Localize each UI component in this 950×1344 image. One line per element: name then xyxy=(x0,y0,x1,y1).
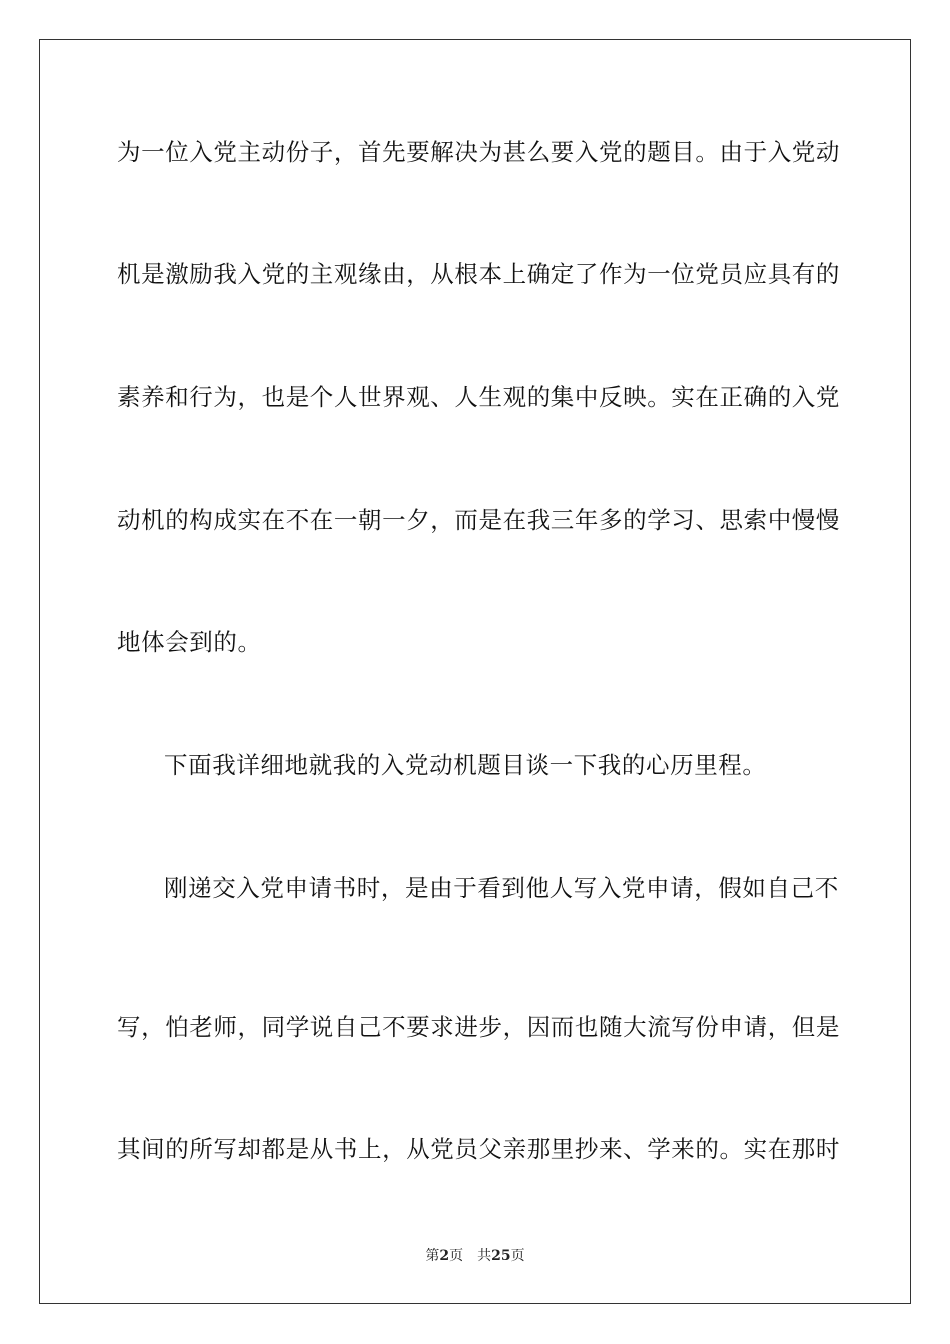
page-footer xyxy=(0,1246,950,1266)
paragraph-first-line: 下面我详细地就我的入党动机题目谈一下我的心历里程。 xyxy=(164,751,767,779)
body-text-line: 其间的所写却都是从书上，从党员父亲那里抄来、学来的。实在那时 xyxy=(117,1135,840,1163)
footer-total-pages: 25 xyxy=(491,1248,511,1264)
footer-total-unit: 页 xyxy=(510,1248,525,1264)
body-text-line: 写，怕老师，同学说自己不要求进步，因而也随大流写份申请，但是 xyxy=(117,1013,840,1041)
footer-total-prefix: 共 xyxy=(477,1248,492,1264)
body-text-line: 机是激励我入党的主观缘由，从根本上确定了作为一位党员应具有的 xyxy=(117,260,840,288)
paragraph-first-line: 刚递交入党申请书时，是由于看到他人写入党申请，假如自己不 xyxy=(164,874,839,902)
page-frame xyxy=(39,39,911,1304)
body-text-line: 动机的构成实在不在一朝一夕，而是在我三年多的学习、思索中慢慢 xyxy=(117,506,840,534)
footer-page-unit: 页 xyxy=(449,1248,464,1264)
footer-page-prefix: 第 xyxy=(425,1248,440,1264)
body-text-line: 地体会到的。 xyxy=(117,628,262,656)
body-text-line: 为一位入党主动份子，首先要解决为甚么要入党的题目。由于入党动 xyxy=(117,138,840,166)
body-text-line: 素养和行为，也是个人世界观、人生观的集中反映。实在正确的入党 xyxy=(117,383,840,411)
footer-page-number: 2 xyxy=(439,1248,450,1264)
